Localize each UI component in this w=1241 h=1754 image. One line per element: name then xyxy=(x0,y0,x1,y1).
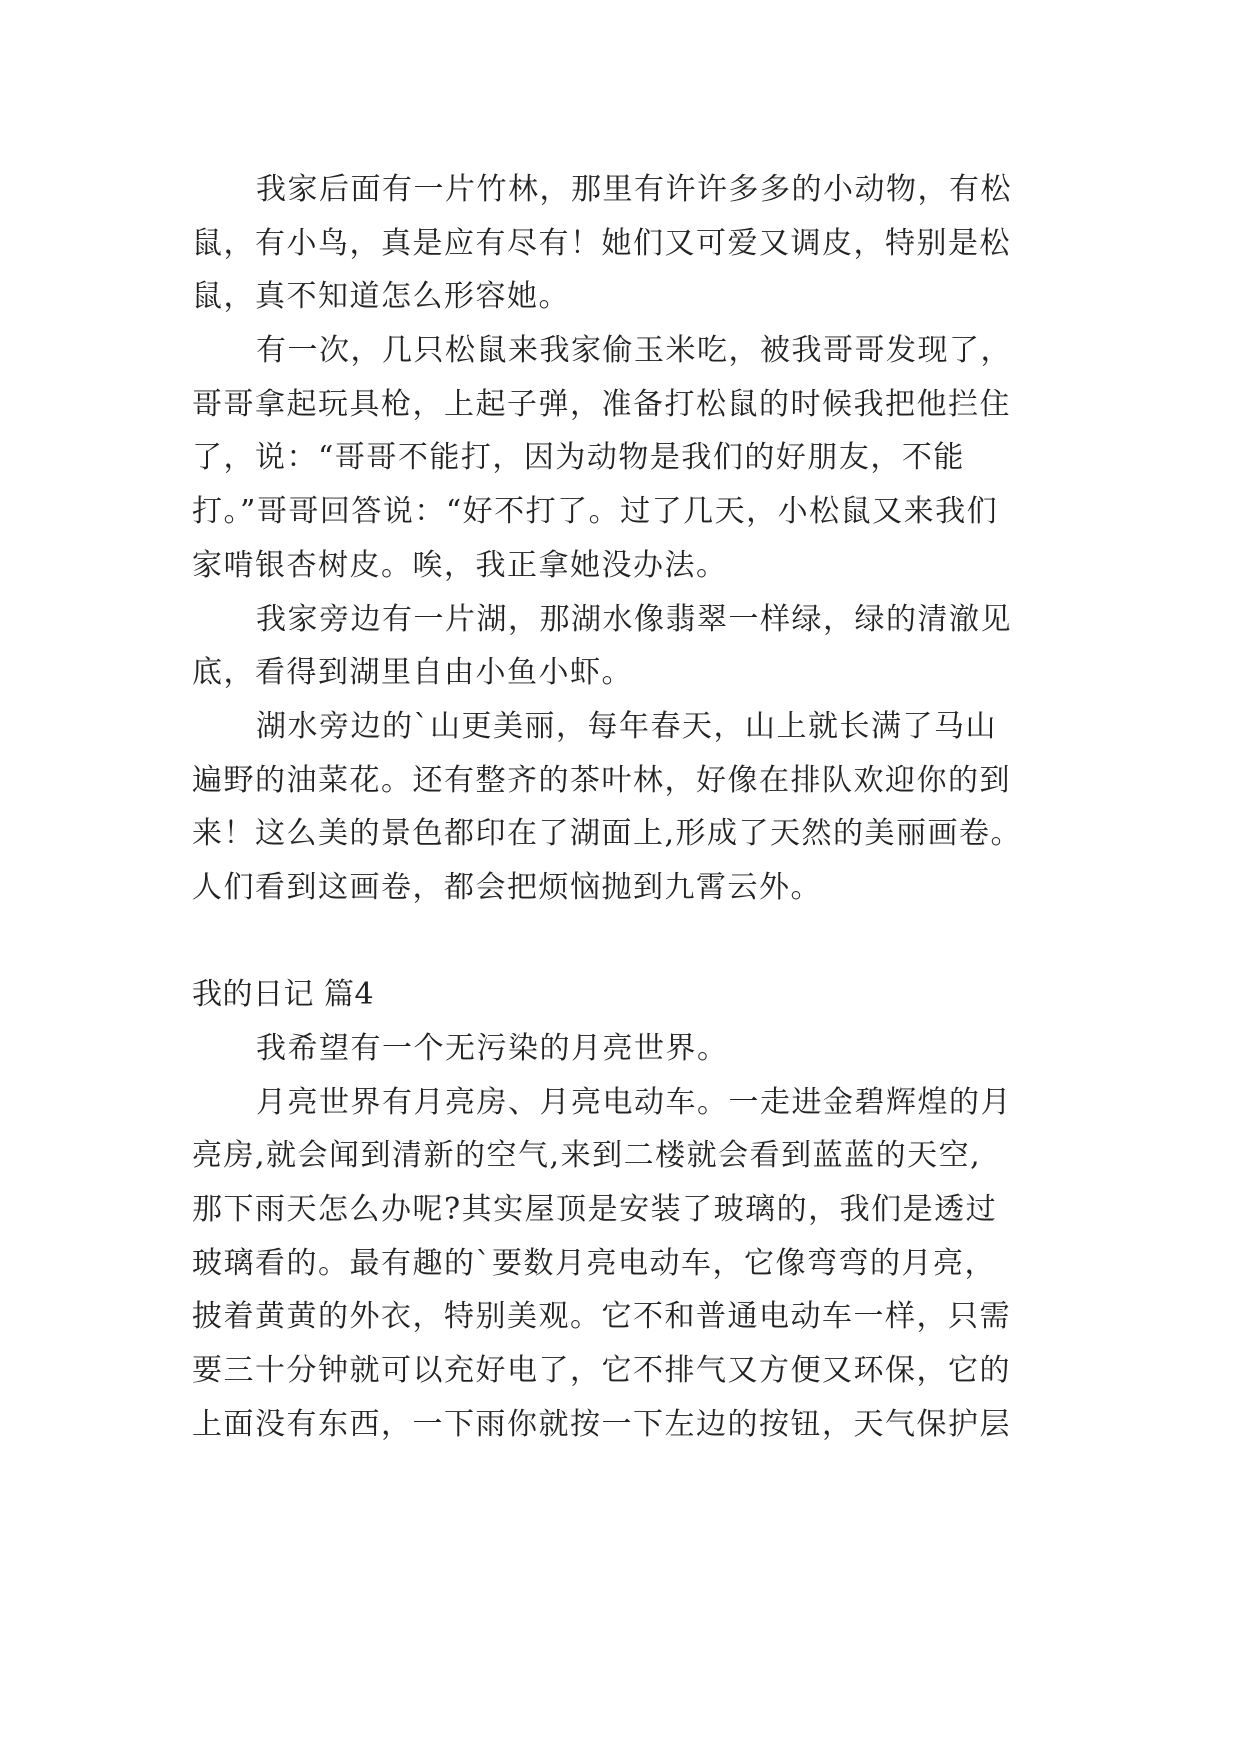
paragraph-line: 我家旁边有一片湖，那湖水像翡翠一样绿，绿的清澈见 xyxy=(256,602,1012,637)
paragraph-line: 打。”哥哥回答说：“好不打了。过了几天，小松鼠又来我们 xyxy=(192,494,999,529)
paragraph-line: 湖水旁边的`山更美丽，每年春天，山上就长满了马山 xyxy=(256,709,997,744)
paragraph-line: 鼠，有小鸟，真是应有尽有！她们又可爱又调皮，特别是松 xyxy=(192,226,1011,261)
paragraph-line: 上面没有东西，一下雨你就按一下左边的按钮，天气保护层 xyxy=(192,1407,1011,1442)
section-heading: 我的日记 篇4 xyxy=(192,977,375,1012)
paragraph-line: 玻璃看的。最有趣的`要数月亮电动车，它像弯弯的月亮， xyxy=(192,1246,996,1281)
paragraph-line: 要三十分钟就可以充好电了，它不排气又方便又环保，它的 xyxy=(192,1353,1011,1388)
paragraph-line: 月亮世界有月亮房、月亮电动车。一走进金碧辉煌的月 xyxy=(256,1085,1012,1120)
paragraph-line: 鼠，真不知道怎么形容她。 xyxy=(192,279,570,314)
paragraph-line: 披着黄黄的外衣，特别美观。它不和普通电动车一样，只需 xyxy=(192,1299,1011,1334)
paragraph-line: 了，说：“哥哥不能打，因为动物是我们的好朋友，不能 xyxy=(192,440,965,475)
paragraph-line: 底，看得到湖里自由小鱼小虾。 xyxy=(192,655,633,690)
paragraph-line: 我家后面有一片竹林，那里有许许多多的小动物，有松 xyxy=(256,172,1012,207)
paragraph-line: 家啃银杏树皮。唉，我正拿她没办法。 xyxy=(192,548,728,583)
paragraph-line: 人们看到这画卷，都会把烦恼抛到九霄云外。 xyxy=(192,870,822,905)
paragraph-line: 哥哥拿起玩具枪，上起子弹，准备打松鼠的时候我把他拦住 xyxy=(192,387,1011,422)
paragraph-line: 我希望有一个无污染的月亮世界。 xyxy=(256,1031,729,1066)
paragraph-line: 遍野的油菜花。还有整齐的茶叶林，好像在排队欢迎你的到 xyxy=(192,763,1011,798)
paragraph-line: 那下雨天怎么办呢?其实屋顶是安装了玻璃的，我们是透过 xyxy=(192,1192,998,1227)
paragraph-line: 有一次，几只松鼠来我家偷玉米吃，被我哥哥发现了， xyxy=(256,333,1012,368)
paragraph-line: 亮房,就会闻到清新的空气,来到二楼就会看到蓝蓝的天空, xyxy=(192,1138,982,1173)
paragraph-line: 来！这么美的景色都印在了湖面上,形成了天然的美丽画卷。 xyxy=(192,816,1023,851)
